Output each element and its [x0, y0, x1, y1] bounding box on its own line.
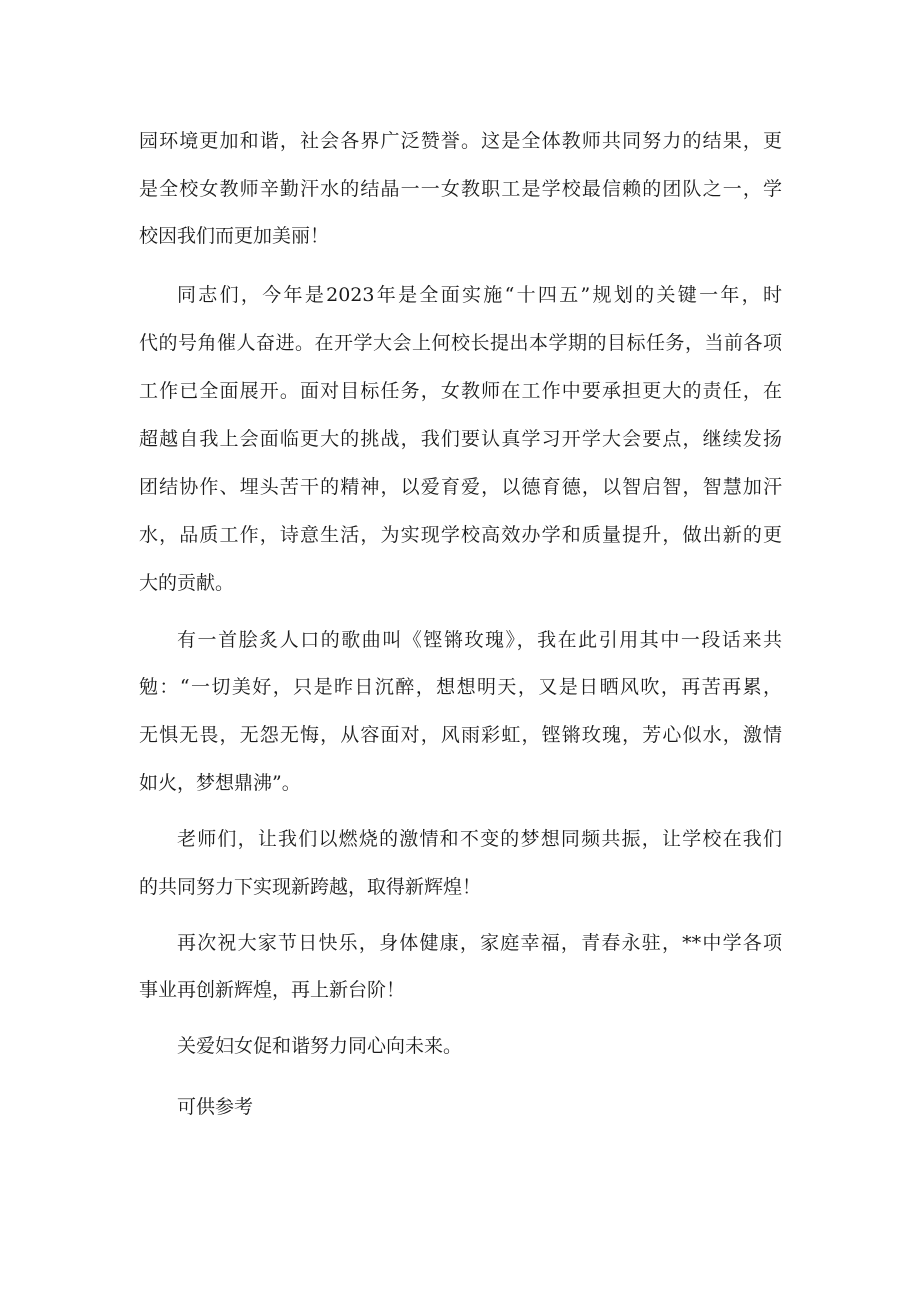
paragraph-4-line-1: 老师们，让我们以燃烧的激情和不变的梦想同频共振，让学校在我们: [177, 828, 782, 850]
paragraph-2-line-6: 水，品质工作，诗意生活，为实现学校高效办学和质量提升，做出新的更: [139, 524, 782, 546]
paragraph-2-line-2: 代的号角催人奋进。在开学大会上何校长提出本学期的目标任务，当前各项: [139, 332, 782, 354]
paragraph-1-line-2: 是全校女教师辛勤汗水的结晶一一女教职工是学校最信赖的团队之一，学: [139, 178, 782, 200]
paragraph-2-line-5: 团结协作、埋头苦干的精神，以爱育爱，以德育德，以智启智，智慧加汗: [139, 476, 782, 498]
paragraph-4-line-2: 的共同努力下实现新跨越，取得新辉煌！: [139, 876, 482, 898]
paragraph-1-line-3: 校因我们而更加美丽！: [139, 225, 330, 247]
reference-note: 可供参考: [177, 1096, 254, 1118]
paragraph-1-line-1: 园环境更加和谐，社会各界广泛赞誉。这是全体教师共同努力的结果，更: [139, 130, 782, 152]
paragraph-2-line-1: 同志们，今年是2023年是全面实施“十四五”规划的关键一年，时: [177, 284, 782, 306]
paragraph-2-line-3: 工作已全面展开。面对目标任务，女教师在工作中要承担更大的责任，在: [139, 380, 782, 402]
paragraph-5-line-2: 事业再创新辉煌，再上新台阶！: [139, 979, 406, 1001]
paragraph-5-line-1: 再次祝大家节日快乐，身体健康，家庭幸福，青春永驻，**中学各项: [177, 932, 782, 954]
paragraph-3-line-3: 无惧无畏，无怨无悔，从容面对，风雨彩虹，铿锵玫瑰，芳心似水，激情: [139, 724, 782, 746]
closing-slogan: 关爱妇女促和谐努力同心向未来。: [177, 1035, 463, 1057]
paragraph-2-line-7: 大的贡献。: [139, 572, 235, 594]
paragraph-3-line-2: 勉：“一切美好，只是昨日沉醉，想想明天，又是日晒风吹，再苦再累，: [139, 676, 782, 698]
paragraph-3-line-1: 有一首脍炙人口的歌曲叫《铿锵玫瑰》，我在此引用其中一段话来共: [177, 629, 782, 651]
paragraph-3-line-4: 如火，梦想鼎沸”。: [139, 772, 301, 794]
paragraph-2-line-4: 超越自我上会面临更大的挑战，我们要认真学习开学大会要点，继续发扬: [139, 428, 782, 450]
